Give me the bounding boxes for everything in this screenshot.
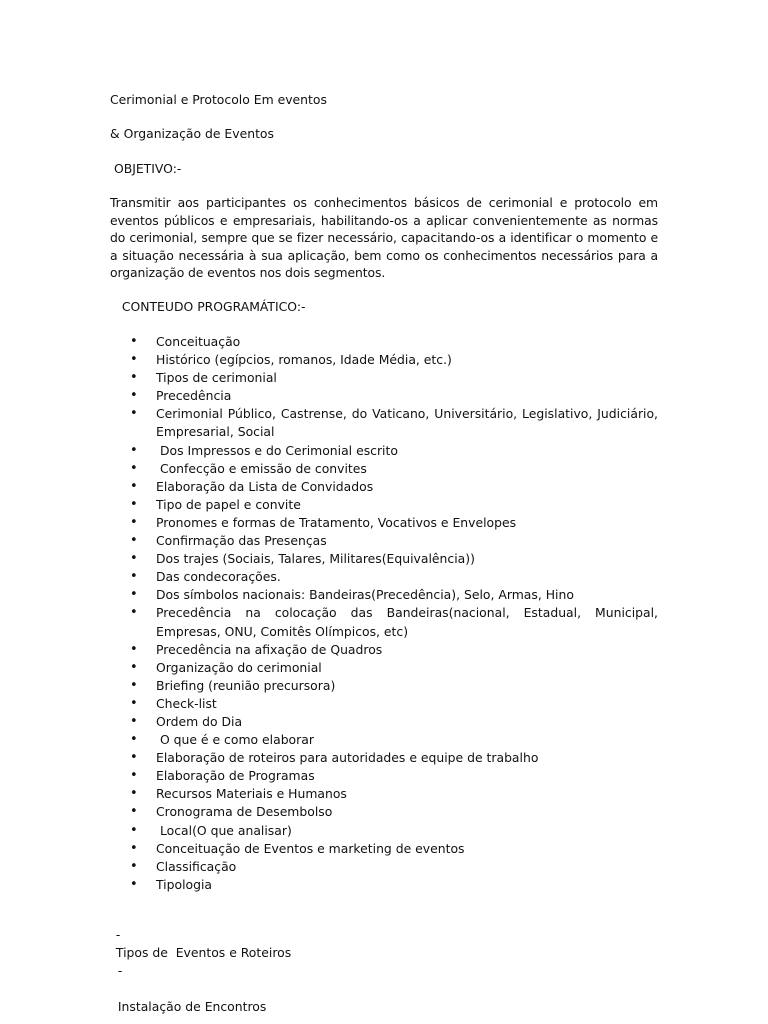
section-dash: - (115, 927, 121, 942)
topic-list-item: • Tipologia (110, 876, 658, 894)
topic-list-item: • Confirmação das Presenças (110, 532, 658, 550)
topic-list-item: • Tipos de cerimonial (110, 369, 658, 387)
topic-list-item: • Conceituação (110, 333, 658, 351)
topic-list-item: • Tipo de papel e convite (110, 496, 658, 514)
topic-list-item: • Cerimonial Público, Castrense, do Vaticano, Universitário, Legislativo, Judiciário, Empresarial, Social (110, 405, 658, 441)
objective-paragraph: Transmitir aos participantes os conhecimentos básicos de cerimonial e protocolo em eventos públicos e empresariais, habilitando-os a aplicar convenientemente as normas do cerimonial, sempre que se fizer necessário, capacitando-os a identificar o momento e a situação necessária à sua aplicação, bem como os conhecimentos necessários para a organização de eventos nos dois segmentos. (110, 195, 658, 281)
topic-list-item: • Precedência (110, 387, 658, 405)
topic-list-item: • Elaboração de Programas (110, 767, 658, 785)
topic-list-item: • Dos Impressos e do Cerimonial escrito (110, 442, 658, 460)
topic-list-item: • Check-list (110, 695, 658, 713)
topic-list-item: • Elaboração da Lista de Convidados (110, 478, 658, 496)
section-label: Instalação de Encontros (117, 999, 267, 1014)
topic-list-item: • Organização do cerimonial (110, 659, 658, 677)
section-label: Tipos de Eventos e Roteiros (115, 945, 292, 960)
topic-list-item: • Histórico (egípcios, romanos, Idade Média, etc.) (110, 351, 658, 369)
topic-list-item: • Dos símbolos nacionais: Bandeiras(Precedência), Selo, Armas, Hino (110, 586, 658, 604)
topic-list-item: • Elaboração de roteiros para autoridades e equipe de trabalho (110, 749, 658, 767)
topic-list-item: • O que é e como elaborar (110, 731, 658, 749)
topic-list-item: • Conceituação de Eventos e marketing de eventos (110, 840, 658, 858)
topic-list-item: • Dos trajes (Sociais, Talares, Militares(Equivalência)) (110, 550, 658, 568)
section-dash: - (117, 963, 123, 978)
topic-list-item: • Recursos Materiais e Humanos (110, 785, 658, 803)
topic-list-item: • Classificação (110, 858, 658, 876)
topic-list-item: • Precedência na colocação das Bandeiras(nacional, Estadual, Municipal, Empresas, ONU, Comitês Olímpicos, etc) (110, 604, 658, 640)
topic-list-item: • Briefing (reunião precursora) (110, 677, 658, 695)
topic-list-item: • Cronograma de Desembolso (110, 803, 658, 821)
topic-list-item: • Pronomes e formas de Tratamento, Vocativos e Envelopes (110, 514, 658, 532)
program-heading: CONTEUDO PROGRAMÁTICO:- (110, 299, 306, 314)
topic-list-item: • Confecção e emissão de convites (110, 460, 658, 478)
document-subtitle: & Organização de Eventos (110, 126, 274, 141)
section-item-instalacao (110, 944, 266, 1016)
topic-list-item: • Precedência na afixação de Quadros (110, 641, 658, 659)
objective-heading: OBJETIVO:- (110, 161, 182, 176)
topic-list-item: • Ordem do Dia (110, 713, 658, 731)
document-title: Cerimonial e Protocolo Em eventos (110, 92, 327, 107)
topic-list-item: • Local(O que analisar) (110, 822, 658, 840)
program-topics-list (110, 333, 662, 894)
topic-list-item: • Das condecorações. (110, 568, 658, 586)
